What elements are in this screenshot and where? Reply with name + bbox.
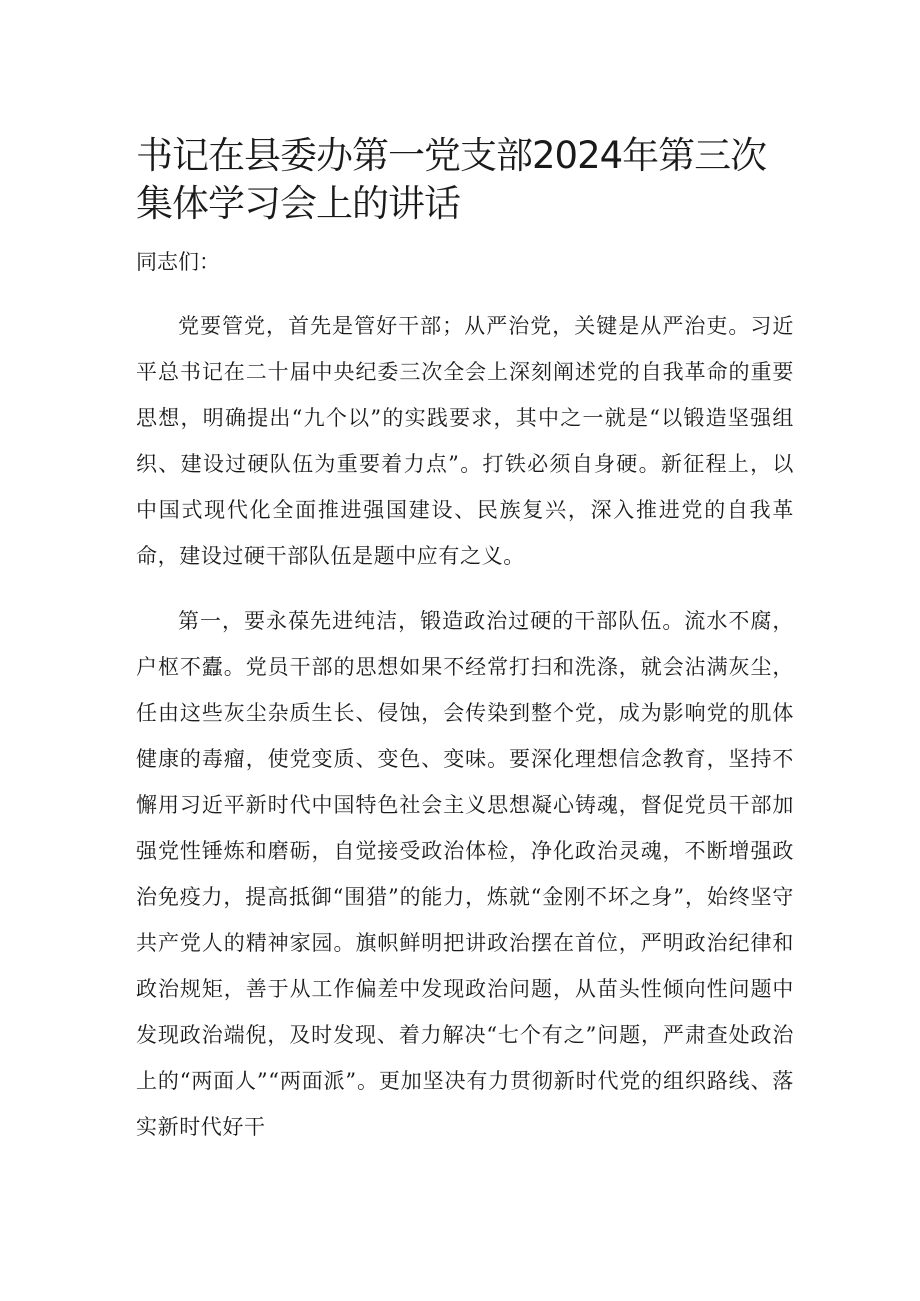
paragraph-first-point: 第一，要永葆先进纯洁，锻造政治过硬的干部队伍。流水不腐，户枢不蠹。党员干部的思想如果不经常打扫和洗涤，就会沾满灰尘，任由这些灰尘杂质生长、侵蚀，会传染到整个党，成为影响党的肌体健康的毒瘤，使党变质、变色、变味。要深化理想信念教育，坚持不懈用习近平新时代中国特色社会主义思想凝心铸魂，督促党员干部加强党性锤炼和磨砺，自觉接受政治体检，净化政治灵魂，不断增强政治免疫力，提高抵御“围猎”的能力，炼就“金刚不坏之身”，始终坚守共产党人的精神家园。旗帜鲜明把讲政治摆在首位，严明政治纪律和政治规矩，善于从工作偏差中发现政治问题，从苗头性倾向性问题中发现政治端倪，及时发现、着力解决“七个有之”问题，严肃查处政治上的“两面人”“两面派”。更加坚决有力贯彻新时代党的组织路线、落实新时代好干 — [136, 609, 794, 1139]
paragraph-intro: 党要管党，首先是管好干部；从严治党，关键是从严治吏。习近平总书记在二十届中央纪委三次全会上深刻阐述党的自我革命的重要思想，明确提出“九个以”的实践要求，其中之一就是“以锻造坚强组织、建设过硬队伍为重要着力点”。打铁必须自身硬。新征程上，以中国式现代化全面推进强国建设、民族复兴，深入推进党的自我革命，建设过硬干部队伍是题中应有之义。 — [136, 314, 794, 568]
document-title: 书记在县委办第一党支部2024年第三次集体学习会上的讲话 — [136, 134, 767, 225]
salutation: 同志们： — [136, 250, 220, 274]
